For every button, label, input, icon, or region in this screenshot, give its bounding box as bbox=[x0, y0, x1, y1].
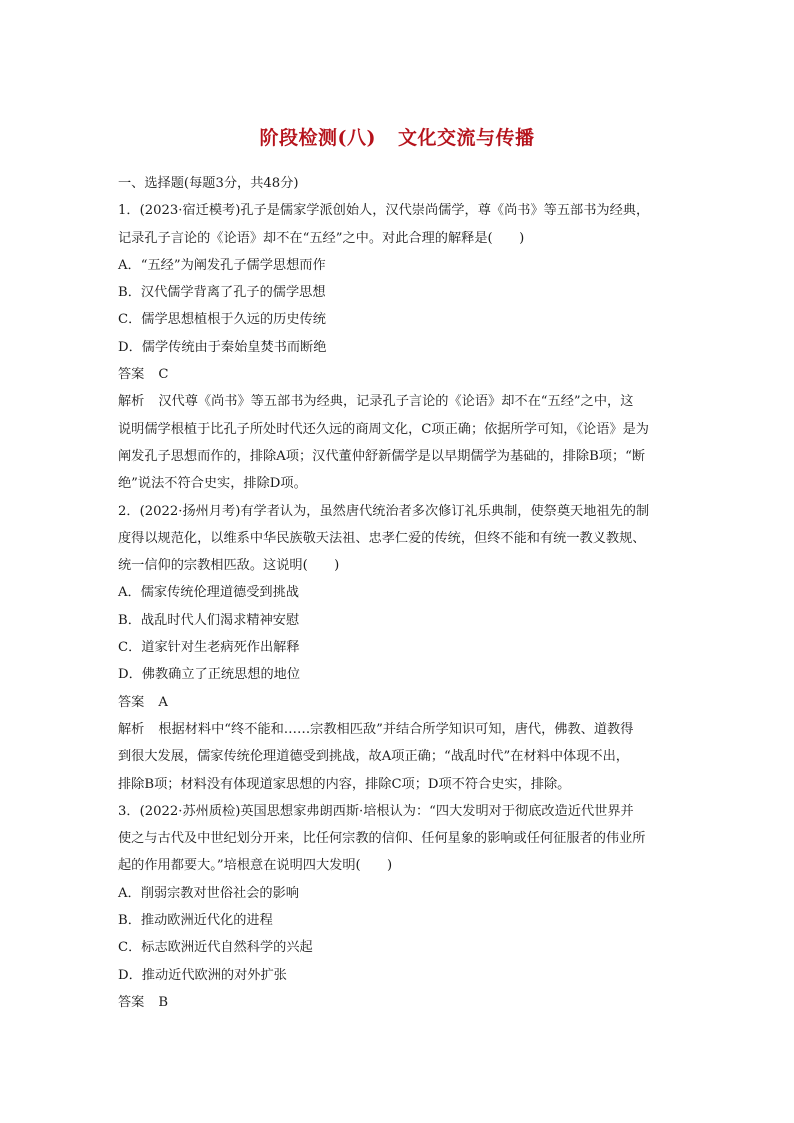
document-content bbox=[118, 170, 680, 1016]
answer-label: 答案 bbox=[118, 694, 145, 710]
option-a: A．削弱宗教对世俗社会的影响 bbox=[118, 885, 299, 901]
answer-value: A bbox=[158, 694, 168, 710]
analysis-line: 排除B项；材料没有体现道家思想的内容，排除C项；D项不符合史实，排除。 bbox=[118, 776, 571, 792]
question-1 bbox=[118, 197, 680, 497]
option-d: D．推动近代欧洲的对外扩张 bbox=[118, 967, 287, 983]
option-c: C．标志欧洲近代自然科学的兴起 bbox=[118, 940, 313, 956]
analysis-line: 说明儒学根植于比孔子所处时代还久远的商周文化，C项正确；依据所学可知，《论语》是为 bbox=[118, 421, 649, 437]
option-d: D．佛教确立了正统思想的地位 bbox=[118, 667, 301, 683]
question-stem-line: 起的作用都要大。”培根意在说明四大发明( ) bbox=[118, 858, 393, 874]
analysis-label: 解析 bbox=[118, 394, 145, 410]
answer-value: B bbox=[158, 994, 169, 1010]
answer-value: C bbox=[158, 367, 169, 383]
question-stem-line: 度得以规范化，以维系中华民族敬天法祖、忠孝仁爱的传统，但终不能和有统一教义教规、 bbox=[118, 530, 646, 546]
question-3 bbox=[118, 798, 680, 1016]
page-title bbox=[0, 123, 794, 150]
analysis-text: 根据材料中“终不能和……宗教相匹敌”并结合所学知识可知，唐代，佛教、道教得 bbox=[158, 721, 634, 737]
question-stem-line: 使之与古代及中世纪划分开来，比任何宗教的信仰、任何星象的影响或任何征服者的伟业所 bbox=[118, 831, 646, 847]
question-stem-line: 统一信仰的宗教相匹敌。这说明( ) bbox=[118, 558, 340, 574]
analysis-line bbox=[118, 388, 680, 415]
answer-line bbox=[118, 689, 680, 716]
answer-label: 答案 bbox=[118, 994, 145, 1010]
answer-label: 答案 bbox=[118, 367, 145, 383]
title-sub: 文化交流与传播 bbox=[397, 127, 535, 149]
analysis-line: 到很大发展，儒家传统伦理道德受到挑战，故A项正确；“战乱时代”在材料中体现不出， bbox=[118, 749, 629, 765]
question-stem-line: 记录孔子言论的《论语》却不在“五经”之中。对此合理的解释是( ) bbox=[118, 230, 525, 246]
analysis-text: 汉代尊《尚书》等五部书为经典，记录孔子言论的《论语》却不在“五经”之中，这 bbox=[158, 394, 634, 410]
question-2 bbox=[118, 498, 680, 798]
analysis-line bbox=[118, 716, 680, 743]
question-stem-line: 1．(2023·宿迁模考)孔子是儒家学派创始人，汉代崇尚儒学，尊《尚书》等五部书为经典， bbox=[118, 203, 650, 219]
option-c: C．儒学思想植根于久远的历史传统 bbox=[118, 312, 326, 328]
question-stem-line: 2．(2022·扬州月考)有学者认为，虽然唐代统治者多次修订礼乐典制，使祭奠天地祖先的制 bbox=[118, 503, 650, 519]
analysis-label: 解析 bbox=[118, 721, 145, 737]
section-heading: 一、选择题(每题3分，共48分) bbox=[118, 176, 299, 191]
analysis-line: 阐发孔子思想而作的，排除A项；汉代董仲舒新儒学是以早期儒学为基础的，排除B项；“断 bbox=[118, 448, 646, 464]
analysis-line: 绝”说法不符合史实，排除D项。 bbox=[118, 476, 307, 492]
option-a: A．“五经”为阐发孔子儒学思想而作 bbox=[118, 257, 326, 273]
answer-line bbox=[118, 989, 680, 1016]
question-stem-line: 3．(2022·苏州质检)英国思想家弗朗西斯·培根认为：“四大发明对于彻底改造近代世界并 bbox=[118, 803, 634, 819]
option-c: C．道家针对生老病死作出解释 bbox=[118, 640, 300, 656]
option-a: A．儒家传统伦理道德受到挑战 bbox=[118, 585, 299, 601]
option-b: B．推动欧洲近代化的进程 bbox=[118, 913, 273, 929]
option-b: B．汉代儒学背离了孔子的儒学思想 bbox=[118, 285, 326, 301]
answer-line bbox=[118, 361, 680, 388]
title-main: 阶段检测(八) bbox=[259, 127, 376, 149]
option-d: D．儒学传统由于秦始皇焚书而断绝 bbox=[118, 339, 327, 355]
option-b: B．战乱时代人们渴求精神安慰 bbox=[118, 612, 300, 628]
